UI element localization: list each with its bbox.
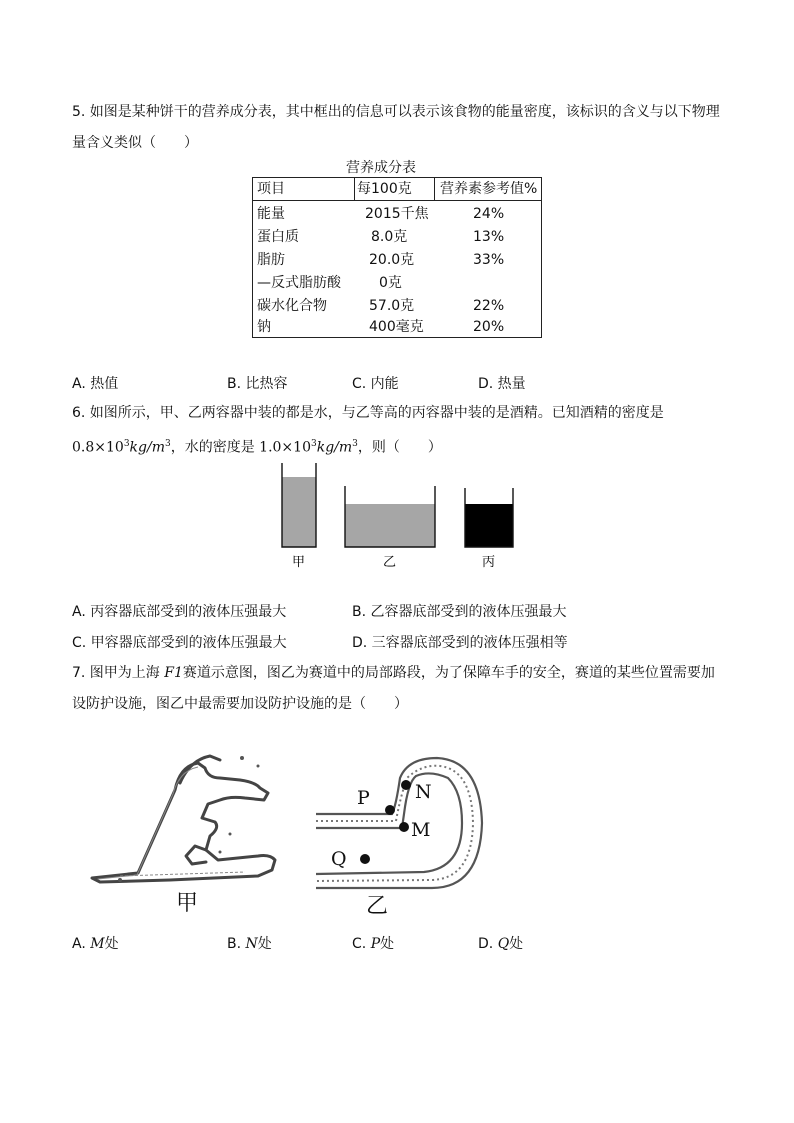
q6-option-c[interactable]: C. 甲容器底部受到的液体压强最大 bbox=[72, 635, 287, 651]
fig-label-yi: 乙 bbox=[366, 894, 389, 919]
table-row: 能量 2015千焦 24% bbox=[257, 206, 505, 222]
q7-stem-line2: 设防护设施，图乙中最需要加设防护设施的是（ ） bbox=[72, 696, 408, 712]
hairpin-section bbox=[312, 748, 497, 923]
containers-diagram bbox=[270, 458, 530, 573]
water-jia bbox=[282, 477, 316, 547]
q6-stem-line1: 6. 如图所示，甲、乙两容器中装的都是水，与乙等高的丙容器中装的是酒精。已知酒精的密度是 bbox=[72, 405, 664, 421]
table-row: 脂肪 20.0克 33% bbox=[257, 252, 505, 268]
header-nrv: 营养素参考值% bbox=[440, 181, 538, 197]
q6-option-b[interactable]: B. 乙容器底部受到的液体压强最大 bbox=[352, 604, 567, 620]
label-yi: 乙 bbox=[383, 555, 397, 570]
container-bing bbox=[465, 488, 513, 547]
q6-option-a[interactable]: A. 丙容器底部受到的液体压强最大 bbox=[72, 604, 287, 620]
point-q bbox=[360, 854, 370, 864]
q7-option-c[interactable]: C. P处 bbox=[352, 936, 395, 952]
point-label-m: M bbox=[411, 819, 431, 841]
table-row: —反式脂肪酸 0克 bbox=[257, 275, 402, 291]
water-yi bbox=[345, 504, 435, 547]
table-row: 碳水化合物 57.0克 22% bbox=[257, 298, 505, 314]
nutrition-table-header bbox=[253, 178, 541, 201]
q5-option-b[interactable]: B. 比热容 bbox=[227, 376, 288, 392]
label-bing: 丙 bbox=[482, 555, 496, 570]
fig-label-jia: 甲 bbox=[176, 891, 199, 916]
q7-option-d[interactable]: D. Q处 bbox=[478, 936, 524, 952]
point-m bbox=[399, 822, 409, 832]
q5-option-c[interactable]: C. 内能 bbox=[352, 376, 399, 392]
table-row: 钠 400毫克 20% bbox=[257, 319, 505, 335]
q5-option-a[interactable]: A. 热值 bbox=[72, 376, 119, 392]
point-labels bbox=[331, 781, 432, 870]
table-row: 蛋白质 8.0克 13% bbox=[257, 229, 505, 245]
q7-stem-line1: 7. 图甲为上海 F1赛道示意图，图乙为赛道中的局部路段，为了保障车手的安全，赛道的某些位置需要加 bbox=[72, 665, 715, 681]
point-label-p: P bbox=[357, 787, 370, 809]
q5-stem-line1: 5. 如图是某种饼干的营养成分表，其中框出的信息可以表示该食物的能量密度，该标识的含义与以下物理 bbox=[72, 104, 720, 120]
nutrition-table-title: 营养成分表 bbox=[346, 160, 416, 176]
nutrition-table bbox=[252, 177, 542, 338]
point-label-n: N bbox=[415, 781, 432, 803]
container-jia bbox=[282, 463, 316, 547]
q5-stem-line2: 量含义类似（ ） bbox=[72, 135, 198, 151]
q7-option-b[interactable]: B. N处 bbox=[227, 936, 272, 952]
point-n bbox=[401, 780, 411, 790]
point-p bbox=[385, 805, 395, 815]
f1-track-map bbox=[80, 738, 295, 918]
q7-option-a[interactable]: A. M处 bbox=[72, 936, 119, 952]
header-item: 项目 bbox=[257, 181, 285, 197]
q5-option-d[interactable]: D. 热量 bbox=[478, 376, 526, 392]
header-per100: 每100克 bbox=[357, 181, 412, 197]
track-inner bbox=[98, 767, 245, 879]
container-yi bbox=[345, 486, 435, 547]
q6-option-d[interactable]: D. 三容器底部受到的液体压强相等 bbox=[352, 635, 568, 651]
alcohol-bing bbox=[465, 504, 513, 547]
track-annotations bbox=[118, 756, 260, 882]
label-jia: 甲 bbox=[292, 555, 306, 570]
point-label-q: Q bbox=[331, 848, 347, 870]
q6-stem-line2: $0.8\times 10^3kg/m^3$，水的密度是 $1.0\times 10^3kg/m^3$，则（ ） bbox=[72, 439, 442, 456]
